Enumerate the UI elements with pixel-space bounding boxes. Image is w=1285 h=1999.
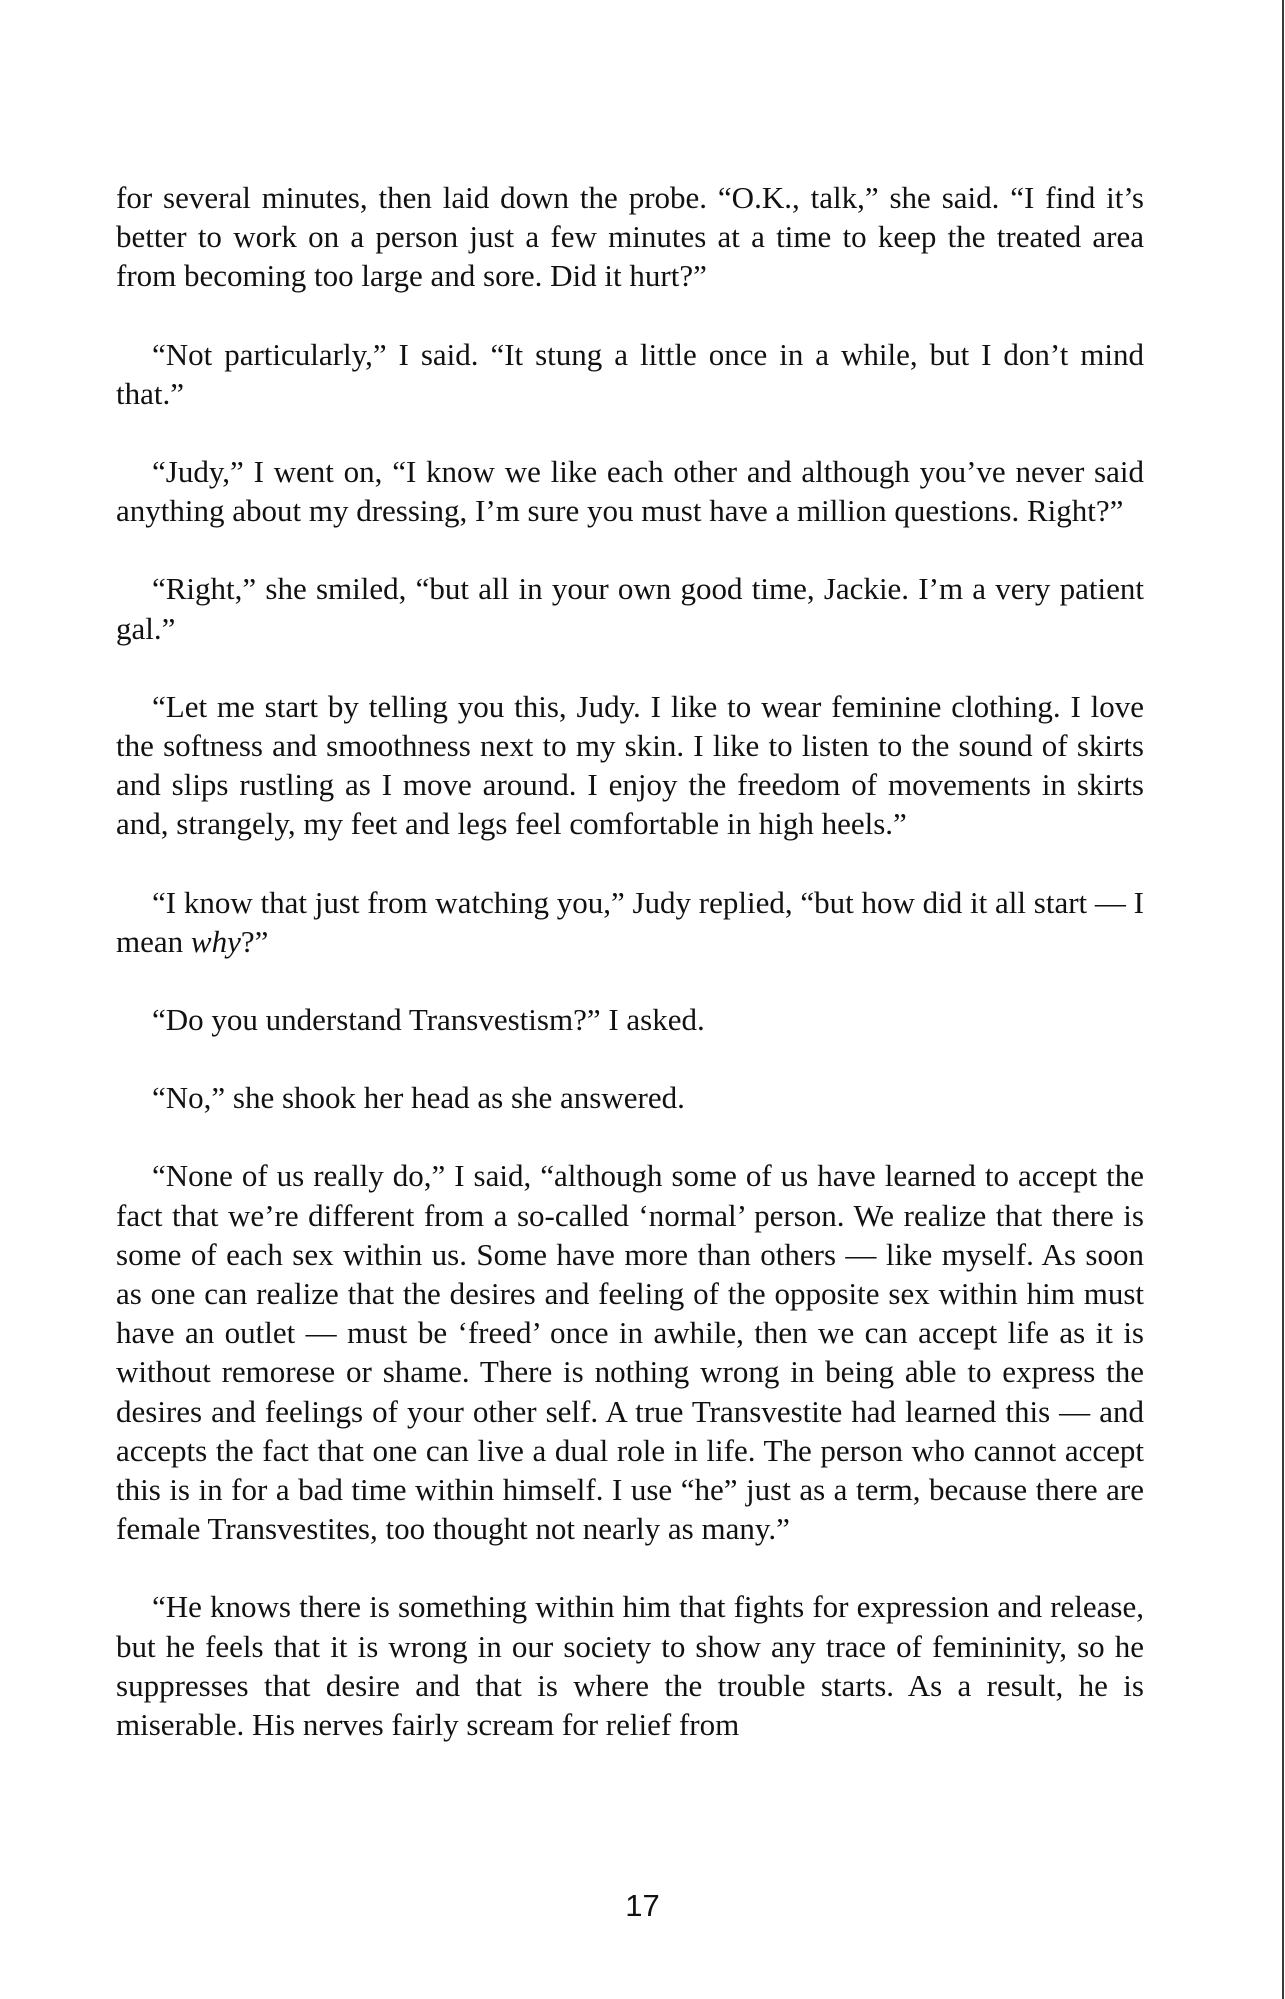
paragraph-7: “Do you understand Transvestism?” I asked. <box>152 1002 705 1038</box>
paragraph-6 <box>116 883 1144 961</box>
paragraph-6-emphasis: why <box>190 923 241 959</box>
paragraph-4: “Right,” she smiled, “but all in your own good time, Jackie. I’m a very patient gal.” <box>116 571 1144 646</box>
page-edge-line <box>1282 0 1284 1999</box>
paragraph-2: “Not particularly,” I said. “It stung a little once in a while, but I don’t mind that.” <box>116 336 1144 411</box>
page-number: 17 <box>625 1888 660 1923</box>
paragraph-5: “Let me start by telling you this, Judy. I like to wear feminine clothing. I love the softness and smoothness next to my skin. I like to listen to the sound of skirts and slips rustling as I move around. I enjoy the freedom of movements in skirts and, strangely, my feet and legs feel comfortable in high heels.” <box>116 688 1144 842</box>
paragraph-6-after: ?” <box>240 923 269 959</box>
paragraph-10: “He knows there is something within him that fights for expression and release, but he feels that it is wrong in our society to show any trace of femininity, so he suppresses that desire and that is where the trouble starts. As a result, he is miserable. His nerves fairly scream for relief from <box>116 1589 1144 1743</box>
body-text <box>116 178 1144 1744</box>
paragraph-8: “No,” she shook her head as she answered. <box>152 1080 685 1116</box>
paragraph-9: “None of us really do,” I said, “although some of us have learned to accept the fact that we’re different from a so-called ‘normal’ person. We realize that there is some of each sex within us. Some have more than others — like myself. As soon as one can realize that the desires and feeling of the opposite sex within him must have an outlet — must be ‘freed’ once in awhile, then we can accept life as it is without remorese or shame. There is nothing wrong in being able to express the desires and feelings of your other self. A true Transvestite had learned this — and accepts the fact that one can live a dual role in life. The person who cannot accept this is in for a bad time within himself. I use “he” just as a term, because there are female Transvestites, too thought not nearly as many.” <box>116 1158 1144 1547</box>
paragraph-1: for several minutes, then laid down the probe. “O.K., talk,” she said. “I find it’s better to work on a person just a few minutes at a time to keep the treated area from becoming too large and sore. Did it hurt?” <box>116 180 1144 294</box>
paragraph-6-before: “I know that just from watching you,” Judy replied, “but how did it all start — I mean <box>116 884 1144 959</box>
paragraph-3: “Judy,” I went on, “I know we like each other and although you’ve never said anything about my dressing, I’m sure you must have a million questions. Right?” <box>116 454 1144 529</box>
